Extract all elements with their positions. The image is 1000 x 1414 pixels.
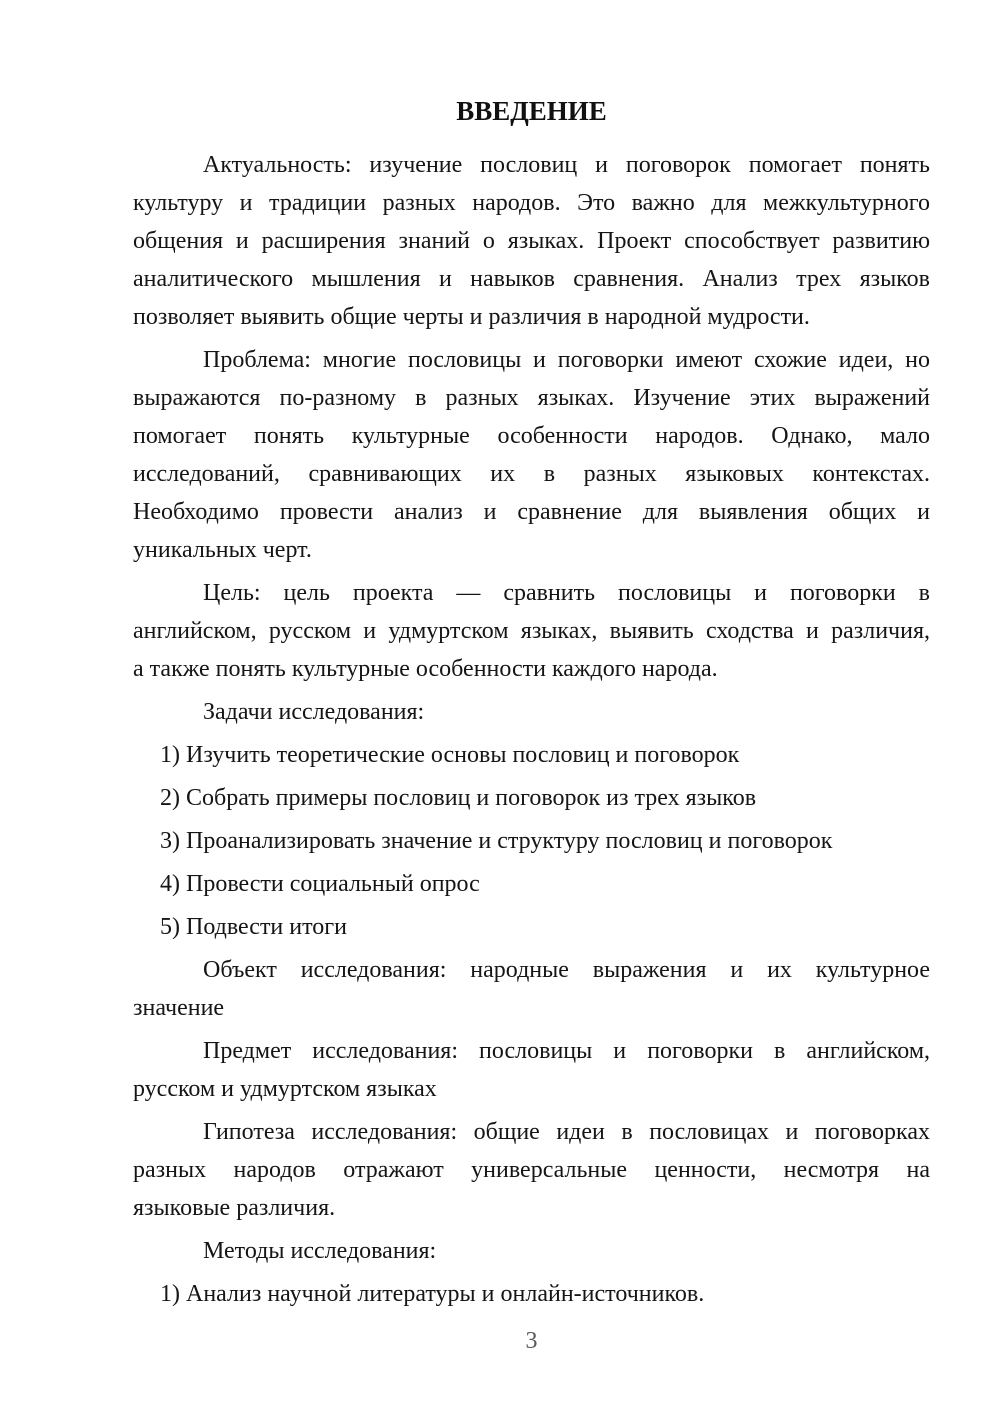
text-line: 3) Проанализировать значение и структуру пословиц и поговорок (160, 828, 833, 854)
text-line: общения и расширения знаний о языках. Проект способствует развитию (133, 228, 930, 254)
text-line: разных народов отражают универсальные ценности, несмотря на (133, 1157, 930, 1183)
text-line: позволяет выявить общие черты и различия в народной мудрости. (133, 304, 810, 330)
text-line: культуру и традиции разных народов. Это важно для межкультурного (133, 190, 930, 216)
text-line: уникальных черт. (133, 537, 312, 563)
paragraph (133, 693, 930, 731)
text-line: Проблема: многие пословицы и поговорки имеют схожие идеи, но (203, 347, 930, 373)
text-line: русском и удмуртском языках (133, 1076, 437, 1102)
list-item (133, 865, 930, 903)
text-line: значение (133, 995, 225, 1021)
text-line: Объект исследования: народные выражения и их культурное (203, 957, 930, 983)
text-line: аналитического мышления и навыков сравнения. Анализ трех языков (133, 266, 930, 292)
text-line: Актуальность: изучение пословиц и поговорок помогает понять (203, 152, 930, 178)
text-line: исследований, сравнивающих их в разных языковых контекстах. (133, 461, 930, 487)
page-content (133, 92, 930, 1318)
text-line: Задачи исследования: (203, 699, 425, 725)
text-line: помогает понять культурные особенности народов. Однако, мало (133, 423, 930, 449)
list-item (133, 908, 930, 946)
text-line: выражаются по-разному в разных языках. Изучение этих выражений (133, 385, 930, 411)
list-item (133, 779, 930, 817)
text-line: Предмет исследования: пословицы и поговорки в английском, (203, 1038, 930, 1064)
text-line: 1) Изучить теоретические основы пословиц и поговорок (160, 742, 740, 768)
list-item (133, 822, 930, 860)
text-line: Необходимо провести анализ и сравнение для выявления общих и (133, 499, 930, 525)
paragraph (133, 146, 930, 336)
text-line: 1) Анализ научной литературы и онлайн-источников. (160, 1281, 705, 1307)
paragraph (133, 1032, 930, 1108)
section-heading: ВВЕДЕНИЕ (456, 96, 607, 126)
page-number: 3 (525, 1328, 538, 1354)
paragraph (133, 341, 930, 569)
paragraph (133, 951, 930, 1027)
text-line: Методы исследования: (203, 1238, 437, 1264)
paragraphs-container (133, 146, 930, 1313)
text-line: 4) Провести социальный опрос (160, 871, 480, 897)
text-line: 2) Собрать примеры пословиц и поговорок из трех языков (160, 785, 757, 811)
paragraph (133, 574, 930, 688)
list-item (133, 736, 930, 774)
text-line: 5) Подвести итоги (160, 914, 347, 940)
text-line: Гипотеза исследования: общие идеи в пословицах и поговорках (203, 1119, 930, 1145)
paragraph (133, 1113, 930, 1227)
text-line: языковые различия. (133, 1195, 336, 1221)
text-line: а также понять культурные особенности каждого народа. (133, 656, 718, 682)
paragraph (133, 1232, 930, 1270)
text-line: Цель: цель проекта — сравнить пословицы и поговорки в (203, 580, 930, 606)
text-line: английском, русском и удмуртском языках, выявить сходства и различия, (133, 618, 930, 644)
list-item (133, 1275, 930, 1313)
